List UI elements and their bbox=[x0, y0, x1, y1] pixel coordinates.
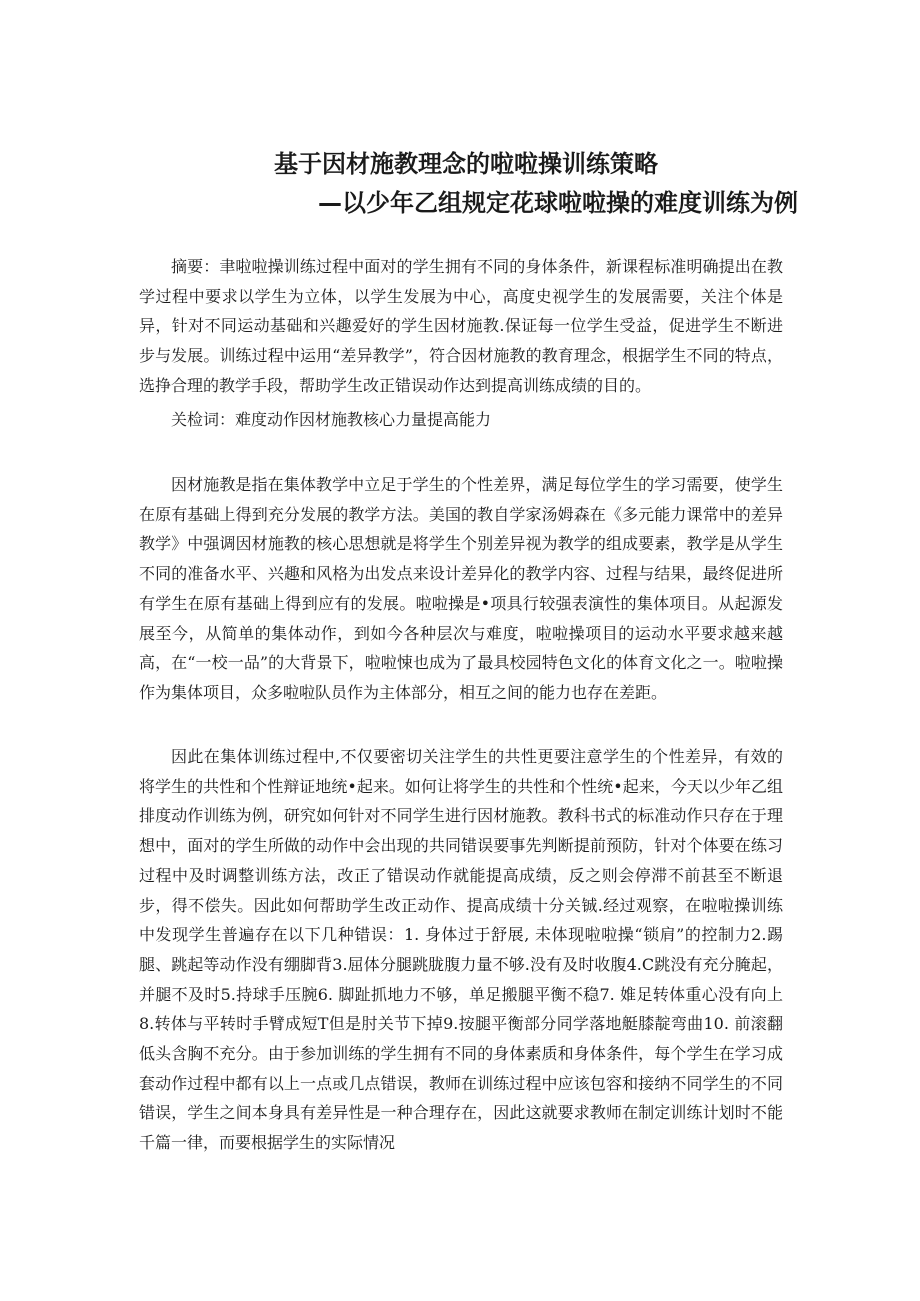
abstract-text: 聿啦啦操训练过程中面对的学生拥有不同的身体条件，新课程标准明确提出在教学过程中要求以学生为立体，以学生发展为中心，高度史视学生的发展需要，关注个体是异，针对不同运动基础和兴趣爱好的学生因材施教.保证每一位学生受益，促进学生不断进步与发展。训练过程中运用“差异教学”，符合因材施教的教育理念，根据学生不同的特点，选挣合理的教学手段，帮助学生改正错误动作达到提高训练成绩的目的。 bbox=[139, 257, 783, 395]
abstract-paragraph bbox=[139, 252, 783, 401]
body-paragraph-1: 因材施教是指在集体教学中立足于学生的个性差界，满足每位学生的学习需要，使学生在原有基础上得到充分发展的教学方法。美国的教自学家汤姆森在《多元能力课常中的差异教学》中强调因材施教的核心思想就是将学生个别差异视为教学的组成要素，教学是从学生不同的准备水平、兴趣和风格为出发点来设计差异化的教学内容、过程与结果，最终促进所有学生在原有基础上得到应有的发展。啦啦操是•项具行较强表演性的集体项目。从起源发展至今，从简单的集体动作，到如今各种层次与难度，啦啦操项目的运动水平要求越来越高，在“一校一品”的大背景下，啦啦悚也成为了最具校园特色文化的体育文化之一。啦啦操作为集体项目，众多啦啦队员作为主体部分，相互之间的能力也存在差距。 bbox=[139, 475, 783, 702]
document-subtitle: —以少年乙组规定花球啦啦操的难度训练为例 bbox=[318, 189, 798, 217]
keywords-paragraph bbox=[139, 405, 783, 435]
document-title: 基于因材施教理念的啦啦操训练策略 bbox=[274, 150, 658, 178]
body-paragraph-2: 因此在集体训练过程中,不仅要密切关注学生的共性更要注意学生的个性差异，有效的将学生的共性和个性辩证地统•起来。如何让将学生的共性和个性统•起来，今天以少年乙组排度动作训练为例，研究如何针对不同学生进行因材施教。教科书式的标准动作只存在于理想中，面对的学生所做的动作中会出现的共同错误要事先判断提前预防，针对个体要在练习过程中及时调整训练方法，改正了错误动作就能提高成绩，反之则会停滞不前甚至不断退步，得不偿失。因此如何帮助学生改正动作、提高成绩十分关铖.经过观察，在啦啦操训练中发现学生普遍存在以下几种错误：1. 身体过于舒展, 未体现啦啦操“锁肩”的控制力2.踢腿、跳起等动作没有绷脚背3.屈体分腿跳胧腹力量不够.没有及时收腹4.C跳没有充分腌起，并腿不及时5.持球手压腕6. 脚趾抓地力不够，单足搬腿平衡不稳7. 婎足转体重心没有向上8.转体与平转时手臂成短T但是肘关节下掉9.按腿平衡部分同学落地艇膝靛弯曲10. 前滚翻低头含胸不充分。由于参加训练的学生拥有不同的身体素质和身体条件，每个学生在学习成套动作过程中都有以上一点或几点错误，教师在训练过程中应该包容和接纳不同学生的不同错误，学生之间本身具有差异性是一种合理存在，因此这就要求教师在制定训练计划时不能千篇一律，而要根据学生的实际情况 bbox=[139, 747, 783, 1153]
abstract-label: 摘要： bbox=[171, 257, 220, 276]
keywords-label: 关检词： bbox=[171, 410, 236, 429]
keywords-text: 难度动作因材施教核心力量提高能力 bbox=[235, 410, 492, 429]
